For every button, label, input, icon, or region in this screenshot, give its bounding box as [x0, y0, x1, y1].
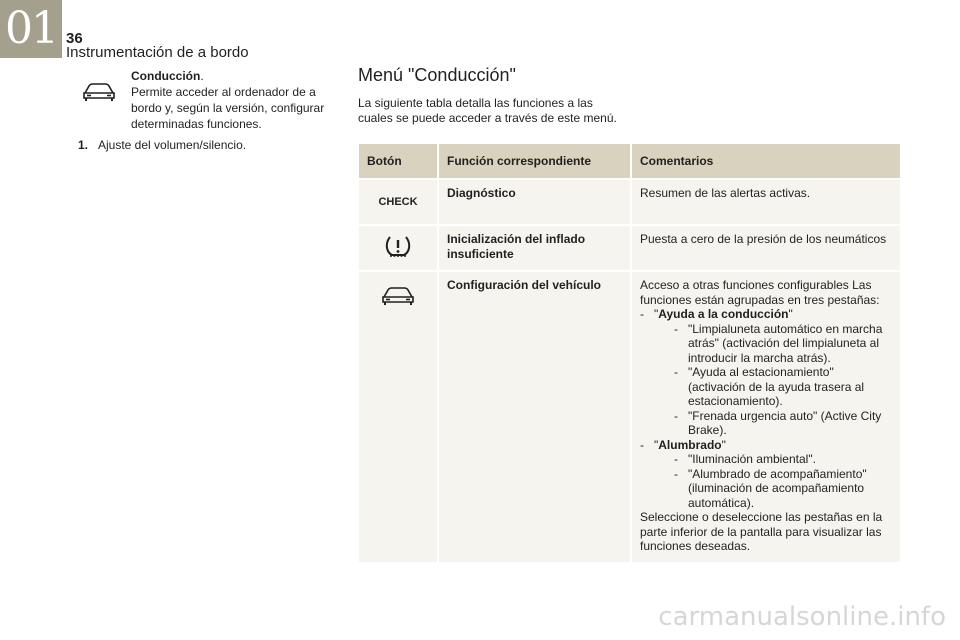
- comment-cell: Resumen de las alertas activas.: [632, 180, 900, 224]
- table-row: [359, 272, 900, 562]
- table-header-row: [359, 144, 900, 178]
- list-item: - "Limpialuneta automático en marcha atrás" (activación del limpialuneta al introducir la marcha atrás).: [654, 322, 892, 366]
- list-item: - "Alumbrado de acompañamiento" (iluminación de acompañamiento automática).: [654, 467, 892, 511]
- header-comments: Comentarios: [632, 144, 900, 178]
- function-cell: Diagnóstico: [439, 180, 630, 224]
- table-row: [359, 226, 900, 270]
- comment-cell: Puesta a cero de la presión de los neumáticos: [632, 226, 900, 270]
- tire-pressure-icon: [384, 234, 412, 258]
- tab-list: [640, 307, 892, 510]
- entry-text: Permite acceder al ordenador de a bordo y, según la versión, configurar determinadas funciones.: [131, 85, 325, 131]
- menu-title: Menú "Conducción": [358, 65, 516, 85]
- left-list-item: [78, 138, 246, 152]
- comment-cell: [632, 272, 900, 562]
- tab-name: Ayuda a la conducción: [658, 307, 789, 321]
- car-icon: [381, 284, 415, 306]
- watermark: carmanualsonline.info: [658, 602, 946, 632]
- quote: ": [654, 307, 659, 321]
- section-title: Instrumentación de a bordo: [66, 44, 249, 61]
- quote: ": [654, 437, 659, 452]
- check-label: CHECK: [378, 196, 418, 209]
- comment-intro: Acceso a otras funciones configurables Las funciones están agrupadas en tres pestañas:: [640, 278, 880, 307]
- car-icon: [82, 80, 116, 102]
- button-cell: [359, 272, 437, 562]
- table-row: [359, 180, 900, 224]
- button-cell: [359, 226, 437, 270]
- page-number: 36: [66, 30, 83, 47]
- list-item: - "Ayuda al estacionamiento" (activación de la ayuda trasera al estacionamiento).: [654, 365, 892, 409]
- tab-name: Alumbrado: [658, 437, 722, 452]
- sub-list: [654, 322, 892, 438]
- quote: ": [788, 307, 793, 321]
- comment-outro: Seleccione o deseleccione las pestañas en la parte inferior de la pantalla para visualizar las funciones deseadas.: [640, 510, 883, 553]
- function-cell: Configuración del vehículo: [439, 272, 630, 562]
- list-item: [640, 307, 892, 438]
- function-cell: Inicialización del inflado insuficiente: [439, 226, 630, 270]
- entry-title-suffix: .: [200, 69, 204, 83]
- chapter-tab: 01: [0, 0, 62, 58]
- header-function: Función correspondiente: [439, 144, 630, 178]
- list-item: - "Frenada urgencia auto" (Active City Brake).: [654, 409, 892, 438]
- list-item: [640, 438, 892, 511]
- button-cell: [359, 180, 437, 224]
- quote: ": [721, 437, 726, 452]
- left-entry: [131, 68, 331, 132]
- entry-title: Conducción: [131, 69, 201, 83]
- item-number: 1.: [78, 138, 89, 152]
- list-item: - "Iluminación ambiental".: [654, 452, 892, 467]
- functions-table: [357, 142, 902, 564]
- sub-list: [654, 452, 892, 510]
- item-text: Ajuste del volumen/silencio.: [98, 138, 247, 152]
- menu-intro: La siguiente tabla detalla las funciones a las cuales se puede acceder a través de este menú.: [358, 96, 617, 125]
- header-button: Botón: [359, 144, 437, 178]
